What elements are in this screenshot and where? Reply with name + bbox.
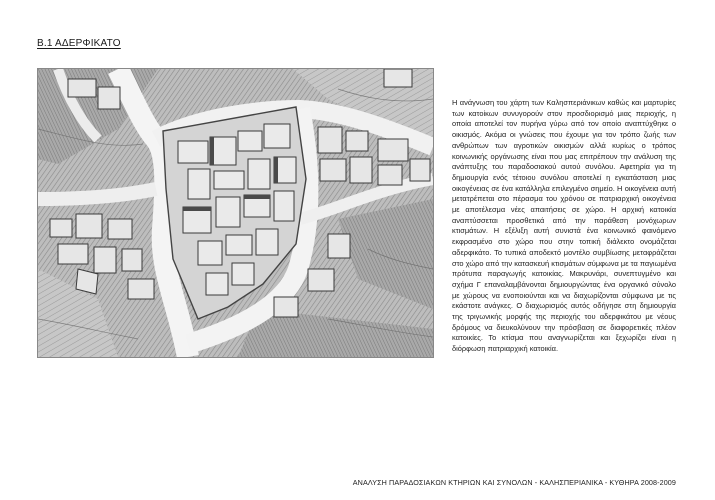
section-heading: Β.1 ΑΔΕΡΦΙΚΑΤΟ — [37, 38, 121, 49]
settlement-map-sketch — [37, 68, 434, 358]
map-drawing — [38, 69, 433, 357]
body-paragraph: Η ανάγνωση του χάρτη των Καλησπεριάνικων καθώς και μαρτυρίες των κατοίκων συνυγορούν στον προσδιορισμό μιας περιοχής, η οποία αποτελεί τον πυρήνα γύρω από τον οποίο αναπτύχθηκε ο οικισμός. Ακόμα οι γνώσεις που έχουμε για τον τρόπο ζωής των ανθρώπων των αγροτικών οικισμών αλλά κυρίως ο τρόπος κοινωνικής οργάνωσης είναι που μας επιτρέπουν την ανάλυση της ανάπτυξης του παραδοσιακού αυτού συνόλου. Αφετηρία για τη δημιουργία ενός τέτοιου συνόλου αποτελεί η εγκατάσταση μιας οικογένειας σε ένα κατάλληλα επιλεγμένο σημείο. Η οικογένεια αυτή μετατρέπεται στο πέρασμα του χρόνου σε πατριαρχική οικογένεια με αποτέλεσμα νέες απαιτήσεις σε χώρο. Η αρχική κατοικία αναπτύσσεται προσθετικά από την παράθεση μονόχωρων κτισμάτων. Η εξέλιξη αυτή συνιστά ένα κοινωνικό φαινόμενο εκφρασμένο στο χώρο που στην τοπική διάλεκτο ονομάζεται αδερφικάτο. Το τυπικά αποδεκτό μοντέλο συμβίωσης μεταφράζεται στο χώρο από την κατασκευή κτισμάτων σύμφωνα με τα παγιωμένα πρότυπα παραγωγής κατοικίας. Μακρυνάρι, συνεπτυγμένο και σχήμα Γ επαναλαμβάνονται δημιουργώντας ένα οργανικό σύνολο με χώρους να ενοποιούνται και να διαχωρίζονται σύμφωνα με τις εκάστοτε ανάγκες. Ο διαχωρισμός αυτός οδήγησε στη δημιουργία της τριγωνικής μορφής της περιοχής του αδερφικάτου με νέους δρόμους να διευκολύνουν την πρόσβαση σε διαφορετικές πλέον κατοικίες. Το κτίσμα που αναγνωρίζεται και ξεχωρίζει είναι η διόρφωση πατριαρχική κατοικία. — [452, 98, 676, 354]
footer-title: ΑΝΑΛΥΣΗ ΠΑΡΑΔΟΣΙΑΚΩΝ ΚΤΗΡΙΩΝ ΚΑΙ ΣΥΝΟΛΩΝ - ΚΑΛΗΣΠΕΡΙΑΝΙΚΑ - ΚΥΘΗΡΑ 2008-2009 — [352, 478, 676, 487]
